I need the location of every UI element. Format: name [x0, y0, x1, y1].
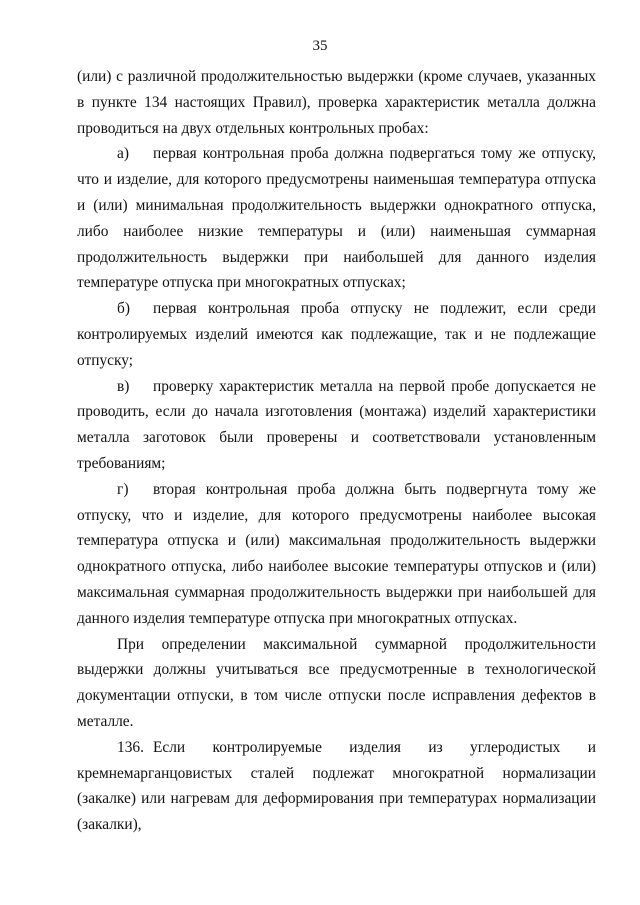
list-item-b [77, 296, 596, 373]
document-body [77, 64, 596, 838]
paragraph-note [77, 632, 596, 735]
paragraph-text: При определении максимальной суммарной продолжительности выдержки должны учитываться все предусмотренные в технологической документации отпуски, в том числе отпуски после исправления дефектов в металле. [77, 635, 596, 730]
paragraph-136 [77, 735, 596, 838]
clause-number: 136. [117, 738, 144, 756]
list-item-v [77, 374, 596, 477]
paragraph-text: Если контролируемые изделия из углеродистых и кремнемарганцовистых сталей подлежат многократной нормализации (закалке) или нагревам для деформирования при температурах нормализации (закалки), [77, 738, 596, 834]
paragraph-text: первая контрольная проба отпуску не подлежит, если среди контролируемых изделий имеются как подлежащие, так и не подлежащие отпуску; [77, 300, 596, 369]
paragraph-text: первая контрольная проба должна подвергаться тому же отпуску, что и изделие, для которого предусмотрены наименьшая температура отпуска и (или) минимальная продолжительность выдержки однократного отпуска, либо наиболее низкие температуры и (или) наименьшая суммарная продолжительность выдержки при наибольшей для данного изделия температуре отпуска при многократных отпусках; [77, 145, 596, 292]
list-marker: г) [117, 480, 129, 498]
list-item-g [77, 477, 596, 632]
list-marker: б) [117, 300, 130, 318]
list-marker: в) [117, 377, 130, 395]
list-item-a [77, 141, 596, 296]
paragraph-continuation [77, 64, 596, 141]
page-number: 35 [312, 38, 328, 54]
list-marker: а) [117, 145, 129, 163]
paragraph-text: вторая контрольная проба должна быть подвергнута тому же отпуску, что и изделие, для которого предусмотрены наиболее высокая температура отпуска и (или) максимальная продолжительность выдержки однократного отпуска, либо наиболее высокие температуры отпусков и (или) максимальная суммарная продолжительность выдержки при наибольшей для данного изделия температуре отпуска при многократных отпусках. [77, 480, 596, 627]
paragraph-text: проверку характеристик металла на первой пробе допускается не проводить, если до начала изготовления (монтажа) изделий характеристики металла заготовок были проверены и соответствовали установленным требованиям; [77, 377, 596, 472]
paragraph-text: (или) с различной продолжительностью выдержки (кроме случаев, указанных в пункте 134 настоящих Правил), проверка характеристик металла должна проводиться на двух отдельных контрольных пробах: [77, 68, 596, 137]
